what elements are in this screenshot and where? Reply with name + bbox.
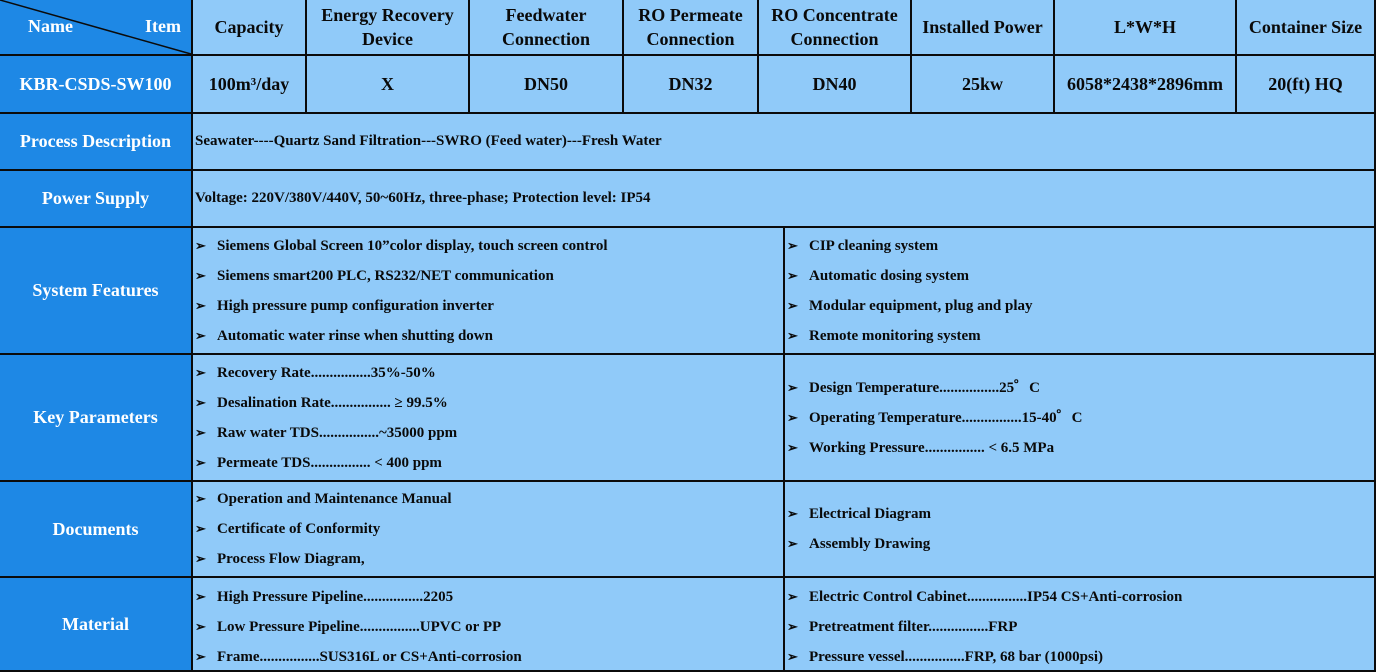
bullet-arrow-icon: ➢ — [195, 327, 206, 343]
list-item — [195, 388, 783, 418]
value-capacity: 100m³/day — [193, 56, 307, 114]
list-item — [787, 373, 1374, 403]
bullet-arrow-icon: ➢ — [195, 267, 206, 283]
list-item — [787, 499, 1374, 529]
list-item — [195, 321, 783, 351]
model-name: KBR-CSDS-SW100 — [0, 56, 193, 114]
bullet-arrow-icon: ➢ — [787, 506, 798, 521]
bullet-arrow-icon: ➢ — [195, 394, 206, 410]
bullet-arrow-icon: ➢ — [787, 409, 798, 425]
bullet-arrow-icon: ➢ — [195, 649, 206, 664]
name-label: Name — [28, 16, 73, 36]
header-ro-permeate: RO Permeate Connection — [624, 0, 759, 56]
bullet-arrow-icon: ➢ — [195, 521, 206, 536]
document-text: Assembly Drawing — [809, 536, 931, 552]
document-text: Electrical Diagram — [809, 506, 932, 522]
header-lwh: L*W*H — [1055, 0, 1237, 56]
feature-text: High pressure pump configuration inverter — [217, 297, 494, 314]
param-text: Desalination Rate................ ≥ 99.5% — [217, 394, 448, 411]
value-ro-concentrate: DN40 — [759, 56, 912, 114]
material-text: High Pressure Pipeline................2205 — [217, 589, 454, 605]
bullet-arrow-icon: ➢ — [195, 619, 206, 634]
features-label: System Features — [0, 228, 193, 355]
value-ro-permeate: DN32 — [624, 56, 759, 114]
param-text: Recovery Rate................35%-50% — [217, 364, 436, 381]
header-feedwater: Feedwater Connection — [470, 0, 624, 56]
bullet-arrow-icon: ➢ — [787, 297, 798, 313]
bullet-arrow-icon: ➢ — [195, 454, 206, 470]
list-item — [195, 484, 783, 514]
list-item — [195, 642, 783, 672]
features-right-list — [785, 228, 1376, 355]
document-text: Operation and Maintenance Manual — [217, 491, 452, 507]
document-text: Certificate of Conformity — [217, 521, 381, 537]
param-text: Operating Temperature................15-40゜C — [809, 409, 1083, 426]
header-container-size: Container Size — [1237, 0, 1376, 56]
process-text: Seawater----Quartz Sand Filtration---SWRO (Feed water)---Fresh Water — [193, 114, 1376, 171]
bullet-arrow-icon: ➢ — [787, 327, 798, 343]
list-item — [787, 291, 1374, 321]
material-label: Material — [0, 578, 193, 672]
item-label: Item — [145, 16, 181, 36]
feature-text: Automatic water rinse when shutting down — [217, 327, 493, 344]
list-item — [195, 448, 783, 478]
documents-right-list — [785, 482, 1376, 578]
bullet-arrow-icon: ➢ — [195, 297, 206, 313]
bullet-arrow-icon: ➢ — [787, 536, 798, 551]
list-item — [787, 261, 1374, 291]
material-right-list — [785, 578, 1376, 672]
feature-text: Siemens smart200 PLC, RS232/NET communication — [217, 267, 554, 284]
bullet-arrow-icon: ➢ — [787, 237, 798, 253]
list-item — [787, 231, 1374, 261]
bullet-arrow-icon: ➢ — [195, 364, 206, 380]
bullet-arrow-icon: ➢ — [787, 379, 798, 395]
bullet-arrow-icon: ➢ — [195, 424, 206, 440]
value-feedwater: DN50 — [470, 56, 624, 114]
param-text: Permeate TDS................ < 400 ppm — [217, 454, 442, 471]
list-item — [195, 612, 783, 642]
bullet-arrow-icon: ➢ — [195, 551, 206, 566]
bullet-arrow-icon: ➢ — [195, 491, 206, 506]
feature-text: Automatic dosing system — [809, 267, 969, 284]
feature-text: Modular equipment, plug and play — [809, 297, 1033, 314]
power-text: Voltage: 220V/380V/440V, 50~60Hz, three-phase; Protection level: IP54 — [193, 171, 1376, 228]
list-item — [195, 231, 783, 261]
material-text: Pretreatment filter................FRP — [809, 619, 1018, 635]
value-installed-power: 25kw — [912, 56, 1055, 114]
list-item — [787, 642, 1374, 672]
feature-text: CIP cleaning system — [809, 237, 939, 254]
process-label: Process Description — [0, 114, 193, 171]
list-item — [195, 261, 783, 291]
list-item — [195, 514, 783, 544]
bullet-arrow-icon: ➢ — [195, 237, 206, 253]
documents-left-list — [193, 482, 785, 578]
features-left-list — [193, 228, 785, 355]
list-item — [195, 418, 783, 448]
power-label: Power Supply — [0, 171, 193, 228]
value-lwh: 6058*2438*2896mm — [1055, 56, 1237, 114]
bullet-arrow-icon: ➢ — [787, 589, 798, 604]
header-installed-power: Installed Power — [912, 0, 1055, 56]
list-item — [195, 544, 783, 574]
header-capacity: Capacity — [193, 0, 307, 56]
list-item — [787, 529, 1374, 559]
name-item-header — [0, 0, 193, 56]
bullet-arrow-icon: ➢ — [787, 649, 798, 664]
material-text: Electric Control Cabinet................IP54 CS+Anti-corrosion — [809, 589, 1183, 605]
params-left-list — [193, 355, 785, 482]
params-right-list — [785, 355, 1376, 482]
feature-text: Siemens Global Screen 10”color display, touch screen control — [217, 237, 608, 254]
document-text: Process Flow Diagram, — [217, 551, 365, 567]
param-text: Design Temperature................25゜C — [809, 379, 1040, 396]
param-text: Raw water TDS................~35000 ppm — [217, 424, 458, 441]
list-item — [787, 612, 1374, 642]
bullet-arrow-icon: ➢ — [787, 267, 798, 283]
value-energy-recovery: X — [307, 56, 470, 114]
bullet-arrow-icon: ➢ — [787, 619, 798, 634]
material-text: Pressure vessel................FRP, 68 bar (1000psi) — [809, 649, 1104, 665]
documents-label: Documents — [0, 482, 193, 578]
params-label: Key Parameters — [0, 355, 193, 482]
param-text: Working Pressure................ < 6.5 MPa — [809, 439, 1055, 456]
material-left-list — [193, 578, 785, 672]
list-item — [787, 321, 1374, 351]
header-ro-concentrate: RO Concentrate Connection — [759, 0, 912, 56]
header-energy-recovery: Energy Recovery Device — [307, 0, 470, 56]
list-item — [787, 433, 1374, 463]
feature-text: Remote monitoring system — [809, 327, 981, 344]
list-item — [787, 403, 1374, 433]
value-container-size: 20(ft) HQ — [1237, 56, 1376, 114]
material-text: Frame................SUS316L or CS+Anti-corrosion — [217, 649, 522, 665]
list-item — [195, 358, 783, 388]
bullet-arrow-icon: ➢ — [195, 589, 206, 604]
list-item — [787, 582, 1374, 612]
bullet-arrow-icon: ➢ — [787, 439, 798, 455]
list-item — [195, 582, 783, 612]
list-item — [195, 291, 783, 321]
material-text: Low Pressure Pipeline................UPVC or PP — [217, 619, 502, 635]
